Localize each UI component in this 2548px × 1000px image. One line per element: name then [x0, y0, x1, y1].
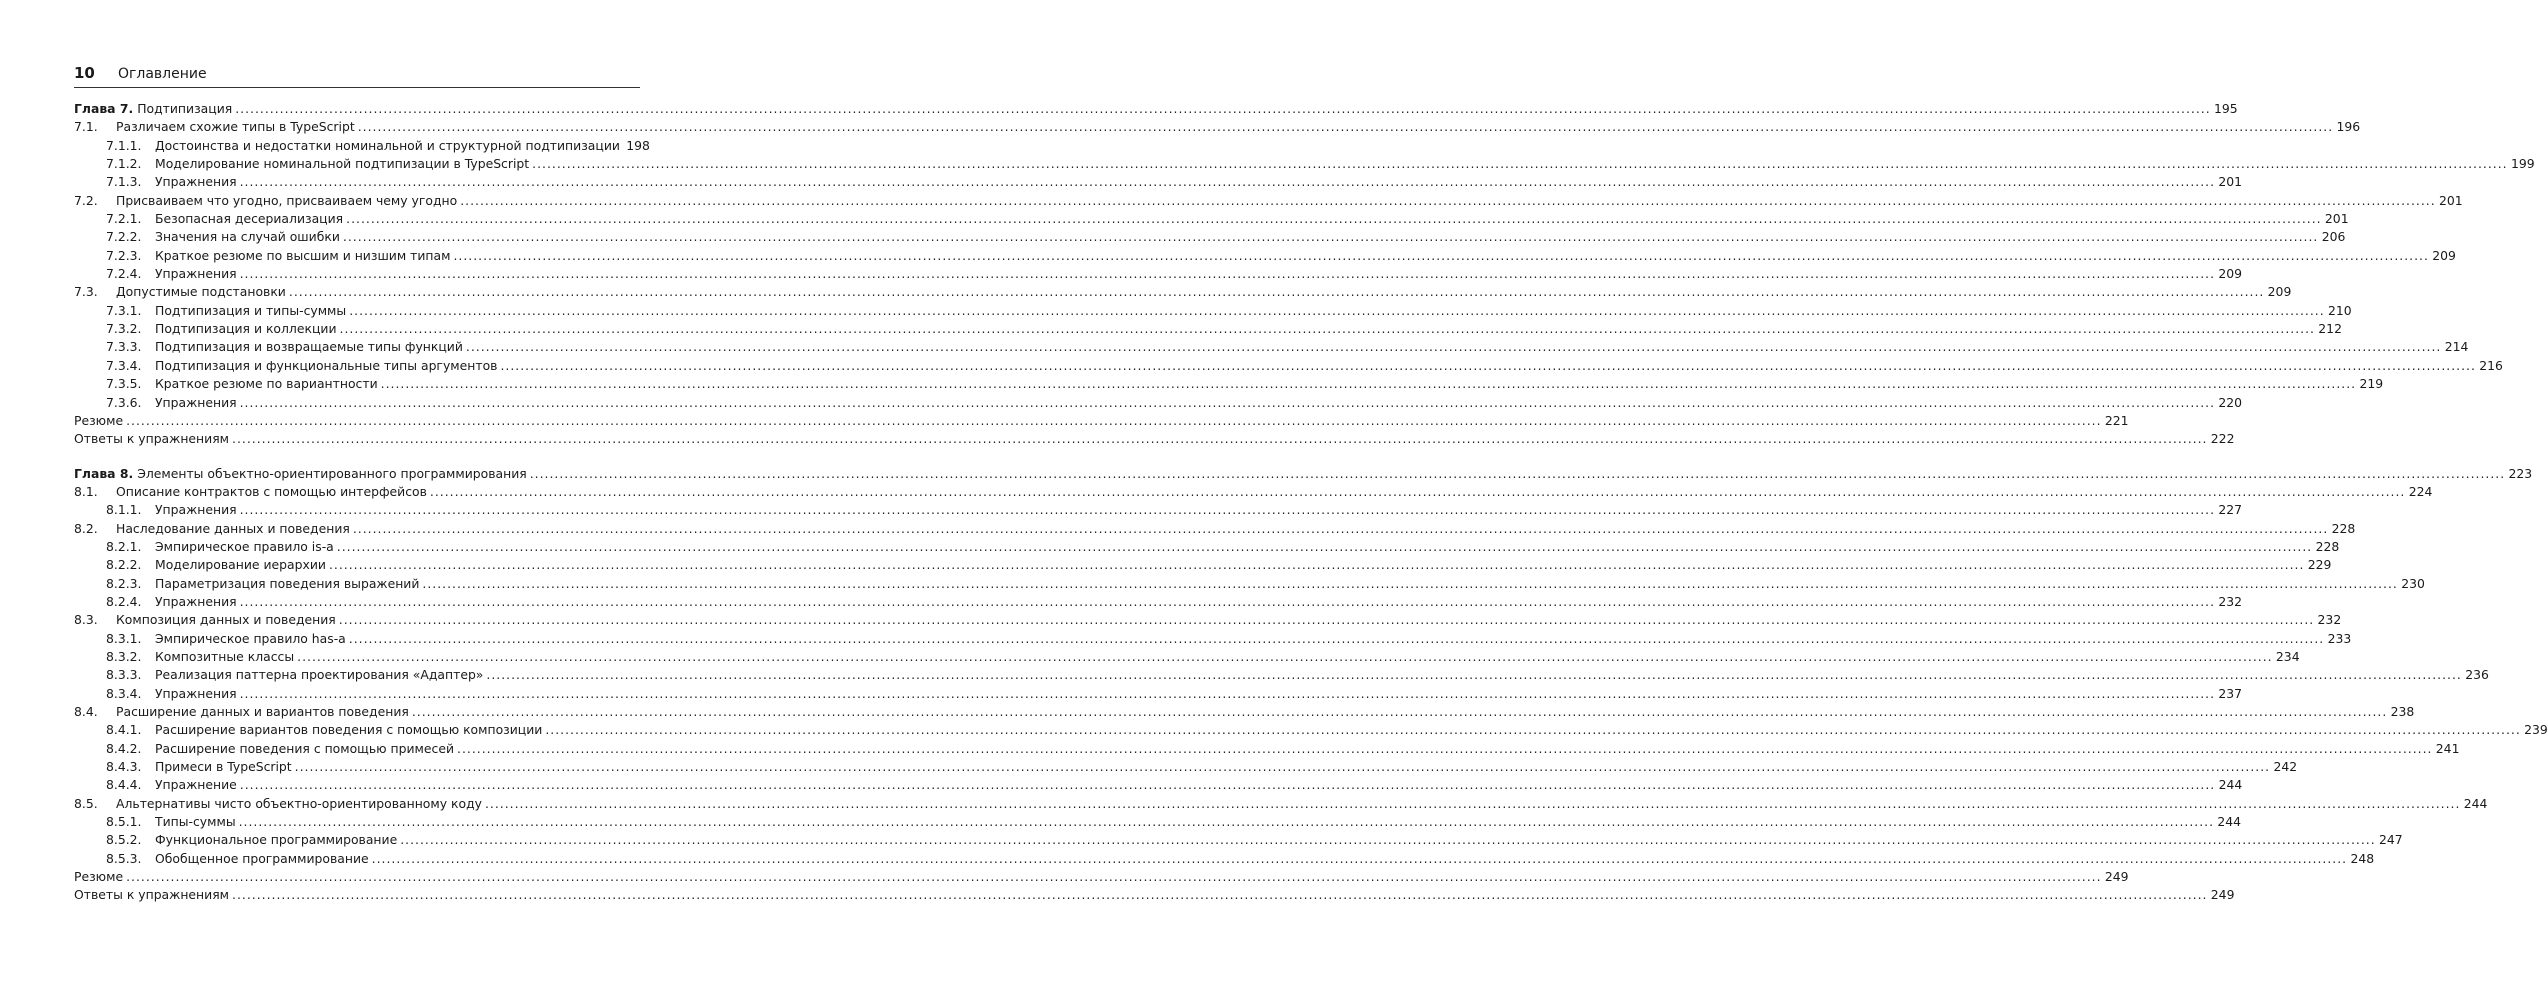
dot-leader: ................................................................................................................................................................................................................................................................................................................................................................................................................ — [545, 722, 2521, 738]
toc-entry[interactable] — [74, 211, 2349, 229]
toc-entry[interactable] — [74, 575, 2425, 594]
section-number: 7.3.6. — [106, 394, 142, 410]
toc-entry-title: Расширение поведения с помощью примесей — [155, 740, 454, 756]
section-number: 7.3. — [74, 284, 98, 300]
chapter-label: Глава 8. — [74, 465, 134, 481]
toc-entry-title: Упражнения — [155, 593, 237, 609]
toc-entry-title: Краткое резюме по вариантности — [155, 376, 378, 392]
toc-page-number: 242 — [2273, 759, 2298, 775]
toc-entry[interactable] — [74, 667, 2489, 685]
toc-entry-title: Упражнения — [155, 174, 237, 190]
toc-entry[interactable] — [74, 431, 2235, 449]
toc-entry-title — [74, 101, 232, 116]
toc-entry[interactable] — [74, 284, 2292, 302]
toc-page-number: 220 — [2218, 394, 2243, 410]
toc-entry-title: Безопасная десериализация — [155, 211, 344, 227]
dot-leader: ................................................................................................................................................................................................................................................................................................................................................................................................................ — [349, 302, 2325, 318]
dot-leader: ................................................................................................................................................................................................................................................................................................................................................................................................................ — [232, 431, 2208, 447]
toc-entry[interactable] — [74, 593, 2243, 612]
toc-entry-title: Описание контрактов с помощью интерфейсов — [116, 483, 427, 499]
toc-entry[interactable] — [74, 814, 2242, 832]
toc-entry[interactable] — [74, 850, 2375, 869]
toc-entry-title: Допустимые подстановки — [116, 284, 286, 300]
toc-page-number: 236 — [2465, 667, 2489, 683]
chapter-label: Глава 7. — [74, 101, 134, 116]
dot-leader: ................................................................................................................................................................................................................................................................................................................................................................................................................ — [239, 394, 2216, 410]
section-number: 8.3. — [74, 612, 98, 628]
toc-page-number: 195 — [2214, 101, 2238, 116]
toc-entry-title: Функциональное программирование — [155, 832, 398, 848]
toc-page-number: 234 — [2275, 648, 2300, 664]
toc-chapter-group — [74, 101, 2535, 450]
running-header — [74, 64, 640, 82]
section-number: 8.2. — [74, 520, 98, 536]
toc-entry[interactable] — [74, 887, 2235, 905]
toc-entry[interactable] — [74, 869, 2129, 887]
toc-page-number: 244 — [2217, 814, 2242, 830]
toc-entry-title: Альтернативы чисто объектно-ориентированному коду — [116, 795, 482, 811]
section-number: 8.5.1. — [106, 814, 142, 830]
section-number: 7.1. — [74, 119, 98, 135]
toc-page-number: 216 — [2479, 357, 2503, 373]
toc-entry-title: Моделирование иерархии — [155, 557, 326, 573]
toc-page-number: 219 — [2359, 376, 2384, 392]
dot-leader: ................................................................................................................................................................................................................................................................................................................................................................................................................ — [239, 593, 2216, 609]
toc-page-number: 248 — [2350, 850, 2375, 866]
section-number: 8.2.1. — [106, 538, 142, 554]
dot-leader: ................................................................................................................................................................................................................................................................................................................................................................................................................ — [486, 667, 2462, 683]
toc-entry-title: Различаем схожие типы в TypeScript — [116, 119, 355, 135]
dot-leader: ................................................................................................................................................................................................................................................................................................................................................................................................................ — [238, 814, 2215, 830]
dot-leader: ................................................................................................................................................................................................................................................................................................................................................................................................................ — [453, 247, 2429, 263]
toc-entry-title: Ответы к упражнениям — [74, 887, 229, 903]
toc-entry[interactable] — [74, 192, 2463, 211]
dot-leader: ................................................................................................................................................................................................................................................................................................................................................................................................................ — [239, 266, 2216, 282]
dot-leader: ................................................................................................................................................................................................................................................................................................................................................................................................................ — [429, 483, 2406, 499]
toc-entry[interactable] — [74, 229, 2346, 247]
toc-page-number: 210 — [2328, 302, 2352, 318]
toc-entry[interactable] — [74, 174, 2243, 192]
toc-page-number: 229 — [2307, 557, 2332, 573]
toc-entry[interactable] — [74, 832, 2403, 850]
toc-page-number: 247 — [2379, 832, 2403, 848]
toc-entry-title: Достоинства и недостатки номинальной и структурной подтипизации — [155, 137, 620, 153]
toc-entry[interactable] — [74, 704, 2415, 722]
toc-page-number: 230 — [2401, 575, 2425, 591]
toc-page-number: 239 — [2524, 722, 2548, 738]
toc-chapter-entry[interactable] — [74, 101, 2238, 119]
dot-leader: ................................................................................................................................................................................................................................................................................................................................................................................................................ — [338, 612, 2315, 628]
toc-page-number: 212 — [2318, 321, 2342, 337]
section-number: 8.2.3. — [106, 575, 142, 591]
toc-entry-title: Обобщенное программирование — [155, 850, 369, 866]
dot-leader: ................................................................................................................................................................................................................................................................................................................................................................................................................ — [422, 575, 2398, 591]
toc-chapter-group — [74, 465, 2548, 906]
dot-leader: ................................................................................................................................................................................................................................................................................................................................................................................................................ — [357, 119, 2334, 135]
section-number: 8.1. — [74, 483, 98, 499]
dot-leader: ................................................................................................................................................................................................................................................................................................................................................................................................................ — [348, 630, 2325, 646]
toc-page-number: 233 — [2327, 630, 2352, 646]
toc-entry[interactable] — [74, 502, 2243, 520]
section-number: 8.3.3. — [106, 667, 142, 683]
toc-entry[interactable] — [74, 302, 2352, 321]
toc-entry[interactable] — [74, 520, 2356, 539]
dot-leader: ................................................................................................................................................................................................................................................................................................................................................................................................................ — [500, 357, 2476, 373]
toc-page-number: 232 — [2317, 612, 2342, 628]
dot-leader: ................................................................................................................................................................................................................................................................................................................................................................................................................ — [380, 376, 2357, 392]
toc-entry[interactable] — [74, 266, 2243, 284]
toc-entry[interactable] — [74, 630, 2352, 649]
section-number: 7.3.3. — [106, 339, 142, 355]
toc-page-number: 228 — [2315, 538, 2340, 554]
toc-page-number: 238 — [2390, 704, 2415, 719]
toc-page-number: 209 — [2267, 284, 2292, 300]
running-title: Оглавление — [118, 66, 207, 82]
dot-leader: ................................................................................................................................................................................................................................................................................................................................................................................................................ — [465, 339, 2442, 355]
toc-entry-title: Присваиваем что угодно, присваиваем чему угодно — [116, 192, 458, 208]
section-number: 8.3.1. — [106, 630, 142, 646]
toc-page-number: 209 — [2218, 266, 2243, 282]
dot-leader: ................................................................................................................................................................................................................................................................................................................................................................................................................ — [288, 284, 2265, 300]
toc-entry-title: Наследование данных и поведения — [116, 520, 350, 536]
dot-leader: ................................................................................................................................................................................................................................................................................................................................................................................................................ — [457, 740, 2433, 756]
toc-page-number: 201 — [2439, 192, 2463, 208]
toc-page-number: 201 — [2218, 174, 2243, 190]
toc-entry[interactable] — [74, 483, 2433, 502]
dot-leader: ................................................................................................................................................................................................................................................................................................................................................................................................................ — [239, 777, 2216, 793]
section-number: 7.1.1. — [106, 137, 142, 153]
toc-page-number: 214 — [2444, 339, 2469, 355]
toc-entry[interactable] — [74, 557, 2332, 575]
toc-entry-title — [74, 466, 527, 481]
dot-leader: ................................................................................................................................................................................................................................................................................................................................................................................................................ — [336, 538, 2313, 554]
toc-entry[interactable] — [74, 119, 2361, 137]
toc-entry[interactable] — [74, 648, 2300, 667]
toc-entry-title: Упражнения — [155, 394, 237, 410]
section-number: 8.2.2. — [106, 557, 142, 573]
toc-entry[interactable] — [74, 740, 2460, 759]
section-number: 7.3.1. — [106, 302, 142, 318]
toc-chapter-entry[interactable] — [74, 465, 2533, 484]
section-number: 8.4. — [74, 704, 98, 719]
toc-entry-title: Эмпирическое правило is-a — [155, 538, 334, 554]
toc-page-number: 241 — [2435, 740, 2460, 756]
table-of-contents — [74, 101, 2548, 906]
header-rule — [74, 87, 640, 88]
dot-leader: ................................................................................................................................................................................................................................................................................................................................................................................................................ — [346, 211, 2322, 227]
section-number: 8.4.1. — [106, 722, 142, 738]
toc-entry[interactable] — [74, 339, 2469, 357]
toc-entry-title: Подтипизация и типы-суммы — [155, 302, 347, 318]
toc-page-number: 198 — [626, 137, 650, 153]
section-number: 8.1.1. — [106, 502, 142, 518]
toc-entry-title: Композитные классы — [155, 648, 295, 664]
dot-leader: ................................................................................................................................................................................................................................................................................................................................................................................................................ — [339, 321, 2315, 337]
dot-leader: ................................................................................................................................................................................................................................................................................................................................................................................................................ — [529, 465, 2506, 481]
dot-leader: ................................................................................................................................................................................................................................................................................................................................................................................................................ — [460, 192, 2436, 208]
dot-leader: ................................................................................................................................................................................................................................................................................................................................................................................................................ — [239, 174, 2216, 190]
dot-leader: ................................................................................................................................................................................................................................................................................................................................................................................................................ — [400, 832, 2376, 848]
toc-page-number: 227 — [2218, 502, 2243, 518]
toc-entry[interactable] — [74, 412, 2129, 431]
section-number: 8.5.3. — [106, 850, 142, 866]
section-number: 8.4.4. — [106, 777, 142, 793]
dot-leader: ................................................................................................................................................................................................................................................................................................................................................................................................................ — [342, 229, 2319, 245]
toc-page-number: 244 — [2463, 795, 2488, 811]
toc-entry[interactable] — [74, 247, 2456, 266]
toc-page-number: 206 — [2321, 229, 2346, 245]
chapter-title: Подтипизация — [137, 101, 233, 116]
toc-entry-title: Моделирование номинальной подтипизации в TypeScript — [155, 156, 530, 172]
toc-entry[interactable] — [74, 357, 2503, 376]
dot-leader: ................................................................................................................................................................................................................................................................................................................................................................................................................ — [232, 887, 2208, 903]
dot-leader: ................................................................................................................................................................................................................................................................................................................................................................................................................ — [126, 869, 2102, 885]
toc-page-number: 224 — [2408, 483, 2433, 499]
dot-leader: ................................................................................................................................................................................................................................................................................................................................................................................................................ — [484, 795, 2461, 811]
toc-entry-title: Расширение вариантов поведения с помощью композиции — [155, 722, 543, 738]
section-number: 7.2.4. — [106, 266, 142, 282]
toc-entry-title: Краткое резюме по высшим и низшим типам — [155, 247, 451, 263]
toc-entry[interactable] — [74, 759, 2298, 777]
section-number: 8.3.4. — [106, 685, 142, 701]
toc-page-number: 249 — [2104, 869, 2129, 885]
toc-entry[interactable] — [74, 376, 2384, 394]
page-number: 10 — [74, 64, 95, 82]
toc-entry[interactable] — [74, 538, 2340, 557]
toc-entry-title: Упражнения — [155, 266, 237, 282]
section-number: 7.3.5. — [106, 376, 142, 392]
section-number: 7.2.1. — [106, 211, 142, 227]
section-number: 8.4.3. — [106, 759, 142, 775]
section-number: 7.3.4. — [106, 357, 142, 373]
toc-entry[interactable] — [74, 777, 2243, 795]
toc-entry[interactable] — [74, 321, 2342, 339]
toc-entry-title: Подтипизация и функциональные типы аргументов — [155, 357, 498, 373]
section-number: 8.3.2. — [106, 648, 142, 664]
dot-leader: ................................................................................................................................................................................................................................................................................................................................................................................................................ — [235, 101, 2211, 116]
toc-entry[interactable] — [74, 685, 2243, 704]
section-number: 8.2.4. — [106, 593, 142, 609]
dot-leader: ................................................................................................................................................................................................................................................................................................................................................................................................................ — [371, 850, 2348, 866]
toc-entry-title: Реализация паттерна проектирования «Адаптер» — [155, 667, 484, 683]
toc-entry-title: Упражнения — [155, 685, 237, 701]
toc-page-number: 228 — [2331, 520, 2356, 536]
section-number: 8.4.2. — [106, 740, 142, 756]
toc-page-number: 209 — [2432, 247, 2456, 263]
dot-leader: ................................................................................................................................................................................................................................................................................................................................................................................................................ — [126, 412, 2102, 428]
toc-entry-title: Ответы к упражнениям — [74, 431, 229, 447]
dot-leader: ................................................................................................................................................................................................................................................................................................................................................................................................................ — [239, 502, 2216, 518]
section-number: 7.1.2. — [106, 156, 142, 172]
toc-page-number: 237 — [2218, 685, 2243, 701]
toc-entry-title: Типы-суммы — [155, 814, 236, 830]
toc-entry-title: Расширение данных и вариантов поведения — [116, 704, 409, 719]
toc-page-number: 249 — [2210, 887, 2235, 903]
dot-leader: ................................................................................................................................................................................................................................................................................................................................................................................................................ — [294, 759, 2271, 775]
dot-leader: ................................................................................................................................................................................................................................................................................................................................................................................................................ — [328, 557, 2305, 573]
toc-entry-title: Примеси в TypeScript — [155, 759, 292, 775]
toc-page-number: 244 — [2218, 777, 2243, 793]
toc-page-number: 222 — [2210, 431, 2235, 447]
toc-entry[interactable] — [74, 394, 2243, 413]
toc-page-number: 196 — [2336, 119, 2361, 135]
toc-page-number: 201 — [2324, 211, 2349, 227]
dot-leader: ................................................................................................................................................................................................................................................................................................................................................................................................................ — [411, 704, 2388, 719]
toc-entry[interactable] — [74, 156, 2535, 174]
dot-leader: ................................................................................................................................................................................................................................................................................................................................................................................................................ — [297, 648, 2273, 664]
toc-page-number: 221 — [2104, 412, 2129, 428]
section-number: 7.2.3. — [106, 247, 142, 263]
section-number: 7.3.2. — [106, 321, 142, 337]
toc-entry-title: Упражнения — [155, 502, 237, 518]
toc-page-number: 223 — [2508, 465, 2533, 481]
toc-entry-title: Резюме — [74, 869, 124, 885]
toc-entry[interactable] — [74, 795, 2488, 814]
dot-leader: ................................................................................................................................................................................................................................................................................................................................................................................................................ — [532, 156, 2508, 172]
section-number: 8.5.2. — [106, 832, 142, 848]
toc-entry-title: Резюме — [74, 412, 124, 428]
section-number: 7.2.2. — [106, 229, 142, 245]
toc-entry[interactable] — [74, 722, 2548, 740]
toc-entry-title: Значения на случай ошибки — [155, 229, 340, 245]
toc-entry-title: Упражнение — [155, 777, 237, 793]
toc-entry[interactable] — [74, 612, 2342, 630]
section-number: 8.5. — [74, 795, 98, 811]
toc-entry-title: Подтипизация и коллекции — [155, 321, 337, 337]
toc-entry-title: Композиция данных и поведения — [116, 612, 336, 628]
section-number: 7.2. — [74, 192, 98, 208]
dot-leader: ................................................................................................................................................................................................................................................................................................................................................................................................................ — [352, 520, 2329, 536]
section-number: 7.1.3. — [106, 174, 142, 190]
chapter-title: Элементы объектно-ориентированного программирования — [137, 465, 527, 481]
toc-entry-title: Эмпирическое правило has-a — [155, 630, 346, 646]
toc-page-number: 232 — [2218, 593, 2243, 609]
toc-page-number: 199 — [2510, 156, 2535, 172]
toc-entry-title: Параметризация поведения выражений — [155, 575, 420, 591]
toc-entry-title: Подтипизация и возвращаемые типы функций — [155, 339, 463, 355]
dot-leader: ................................................................................................................................................................................................................................................................................................................................................................................................................ — [239, 685, 2216, 701]
toc-entry[interactable] — [74, 137, 650, 156]
